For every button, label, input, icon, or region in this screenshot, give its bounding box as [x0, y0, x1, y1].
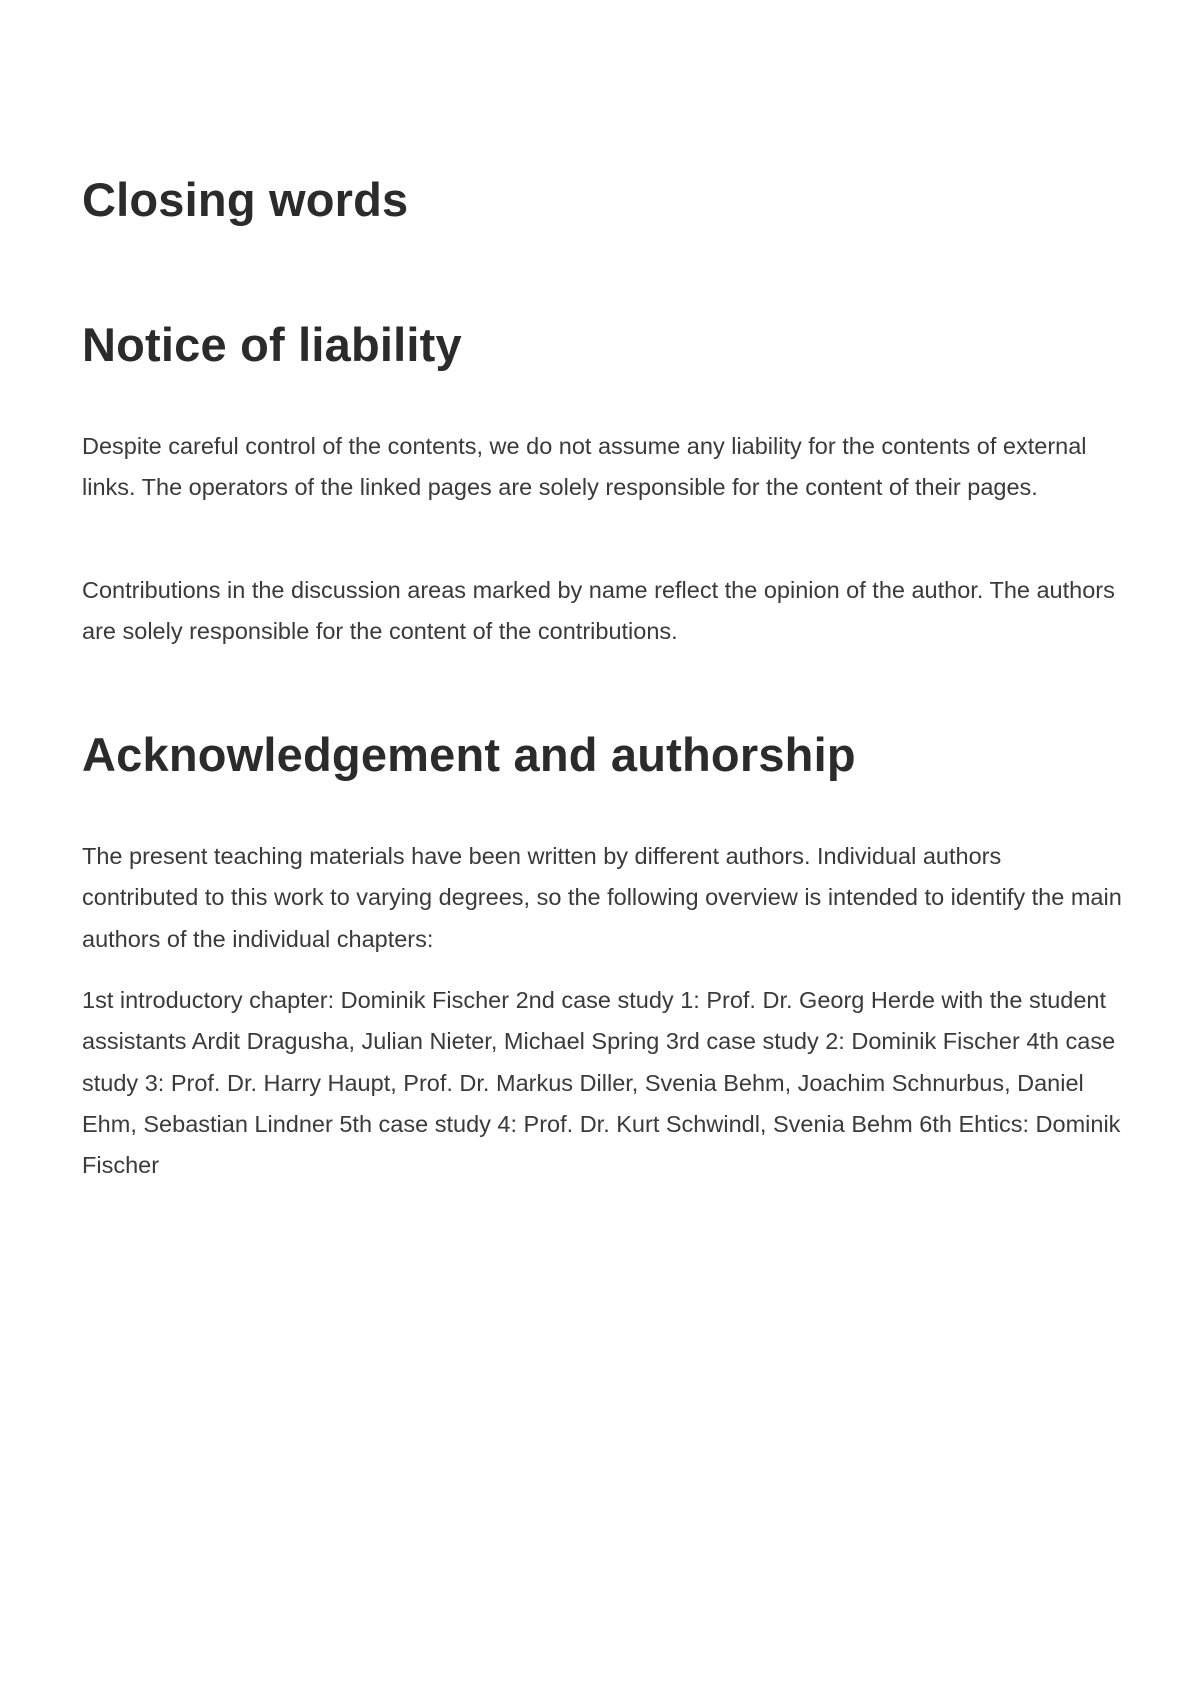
acknowledgement-paragraph-1: The present teaching materials have been written by different authors. Individual authors contributed to this work to varying degrees, so the following overview is intended to identify the main authors of the individual chapters:	[82, 843, 1122, 952]
section-heading-acknowledgement: Acknowledgement and authorship	[82, 728, 856, 781]
section-heading-notice-of-liability: Notice of liability	[82, 318, 462, 371]
page-title: Closing words	[82, 173, 409, 226]
acknowledgement-paragraph-2: 1st introductory chapter: Dominik Fischer 2nd case study 1: Prof. Dr. Georg Herde with the student assistants Ardit Dragusha, Julian Nieter, Michael Spring 3rd case study 2: Dominik Fischer 4th case study 3: Prof. Dr. Harry Haupt, Prof. Dr. Markus Diller, Svenia Behm, Joachim Schnurbus, Daniel Ehm, Sebastian Lindner 5th case study 4: Prof. Dr. Kurt Schwindl, Svenia Behm 6th Ehtics: Dominik Fischer	[82, 987, 1121, 1179]
liability-paragraph-1: Despite careful control of the contents, we do not assume any liability for the contents of external links. The operators of the linked pages are solely responsible for the content of their pages.	[82, 433, 1087, 501]
liability-paragraph-2: Contributions in the discussion areas marked by name reflect the opinion of the author. The authors are solely responsible for the content of the contributions.	[82, 577, 1115, 645]
